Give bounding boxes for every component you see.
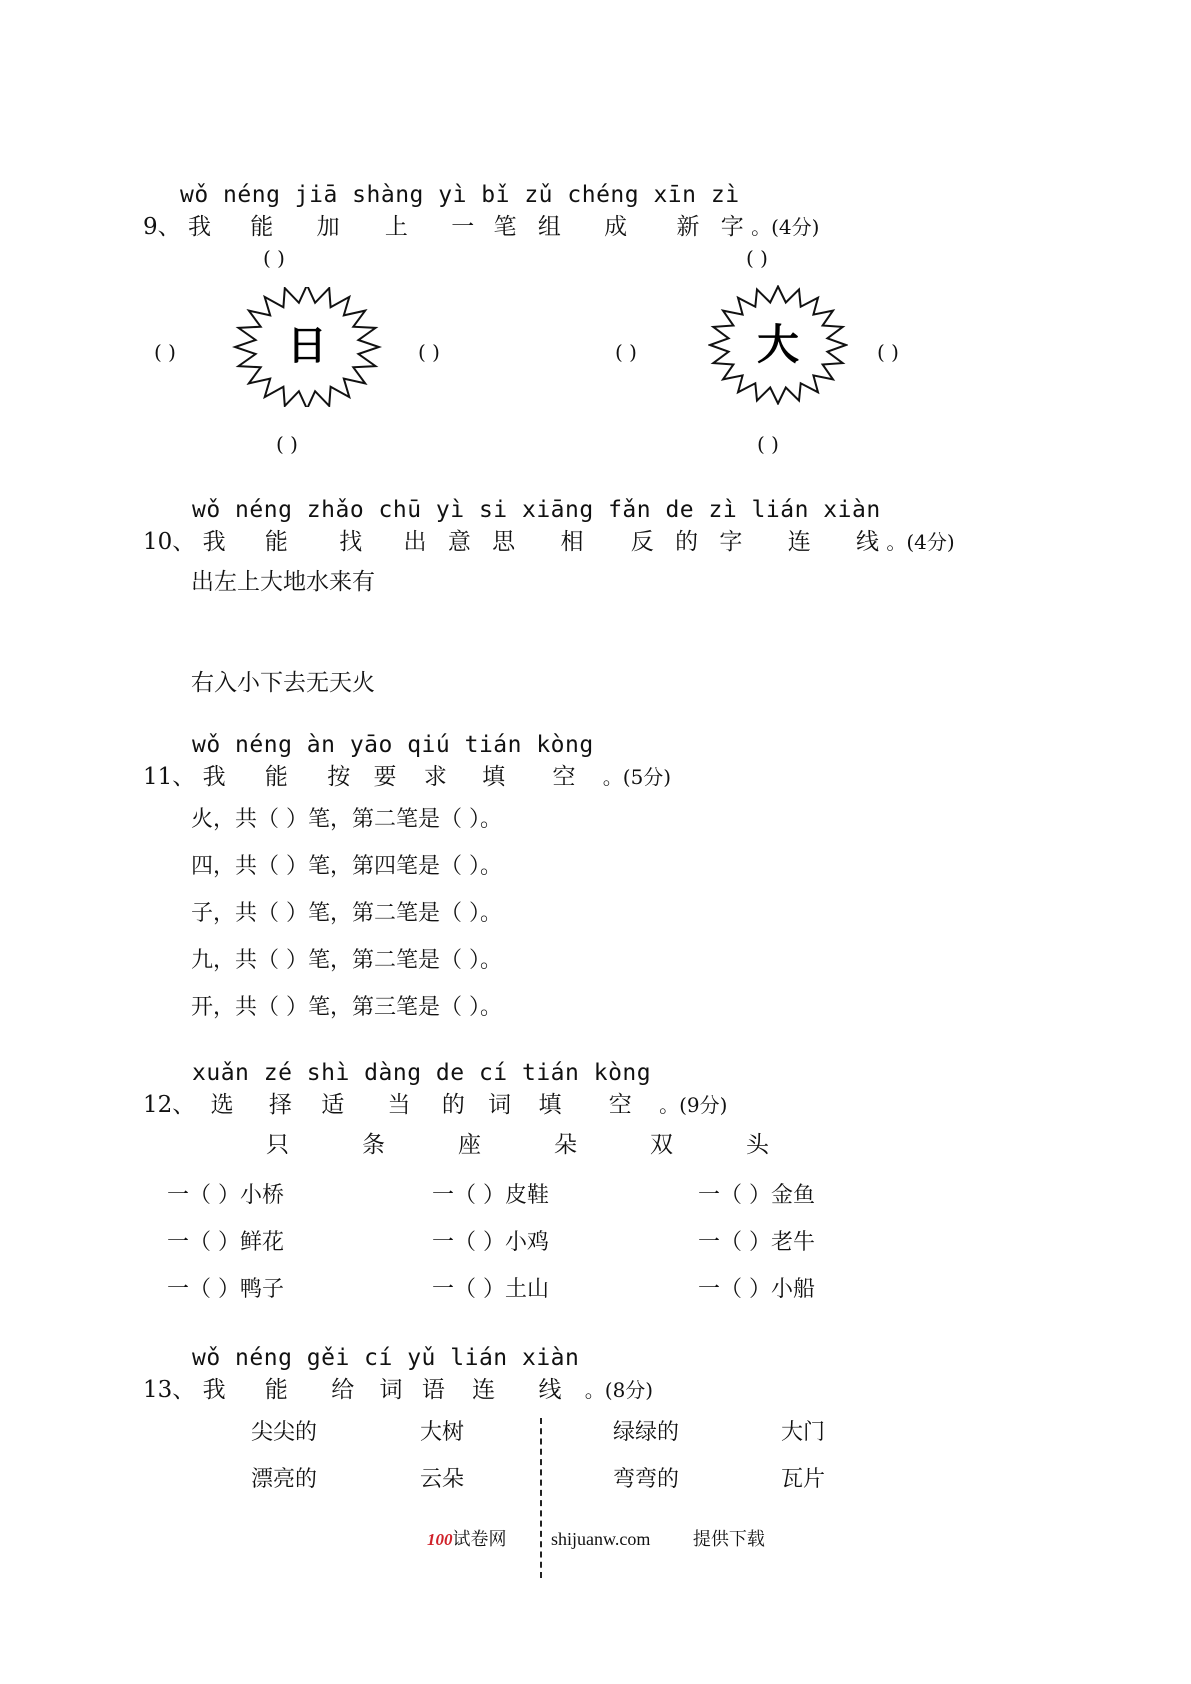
q10-row-bottom — [191, 664, 375, 697]
match-word[interactable]: 漂亮的 — [251, 1467, 318, 1492]
q10-title: 10、 我 能 找 出 意 思 相 反 的 字 连 线 。(4分) — [143, 523, 955, 556]
q10-char[interactable]: 天 — [329, 670, 352, 696]
q10-number: 10、 — [143, 529, 196, 555]
stroke-count-blank[interactable]: ，共（ ）笔， — [213, 901, 353, 926]
logo-text: 试卷网 — [452, 1529, 507, 1549]
footer-note: 提供下载 — [692, 1529, 765, 1549]
q12-item: 一（ ）皮鞋 — [432, 1183, 550, 1208]
q9-number: 9、 — [143, 214, 181, 240]
stroke-count-blank[interactable]: ，共（ ）笔， — [213, 854, 353, 879]
q9-blank-left-2[interactable]: ( ) — [615, 340, 637, 364]
q10-char[interactable]: 火 — [352, 670, 375, 696]
sun-burst-2 — [708, 285, 848, 405]
q9-blank-top-2[interactable]: ( ) — [746, 246, 768, 270]
match-word[interactable]: 绿绿的 — [613, 1420, 680, 1445]
site-logo: 100 — [427, 1530, 453, 1549]
q12-number: 12、 — [143, 1092, 196, 1118]
q12-item: 一（ ）土山 — [432, 1277, 550, 1302]
q12-item: 一（ ）小桥 — [167, 1183, 285, 1208]
q11-number: 11、 — [143, 764, 196, 790]
divider-dashed — [540, 1418, 542, 1578]
match-word[interactable]: 尖尖的 — [251, 1420, 318, 1445]
match-word[interactable]: 云朵 — [420, 1467, 465, 1492]
q10-char[interactable]: 出 — [191, 569, 214, 595]
q10-char[interactable]: 右 — [191, 670, 214, 696]
stroke-ask-blank[interactable]: 第四笔是（ ）。 — [352, 854, 503, 879]
measure-blank[interactable]: 一（ ） — [432, 1230, 505, 1255]
q12-item: 一（ ）老牛 — [698, 1230, 816, 1255]
measure-blank[interactable]: 一（ ） — [698, 1183, 771, 1208]
site-url[interactable]: shijuanw.com — [551, 1529, 651, 1549]
stroke-count-blank[interactable]: ，共（ ）笔， — [213, 948, 353, 973]
q13-right-words-a — [613, 1409, 679, 1503]
q9-title: 9、 我 能 加 上 一 笔 组 成 新 字 。(4分) — [143, 208, 819, 241]
q13-right-words-b — [781, 1409, 825, 1503]
q10-char[interactable]: 入 — [214, 670, 237, 696]
q12-word-bank — [266, 1126, 769, 1159]
q9-blank-top-1[interactable]: ( ) — [263, 246, 285, 270]
q10-row-top — [191, 563, 375, 596]
measure-blank[interactable]: 一（ ） — [432, 1277, 505, 1302]
q10-char[interactable]: 水 — [306, 569, 329, 595]
q11-item: 火，共（ ）笔，第二笔是（ ）。 — [191, 807, 503, 832]
sun-char-1: 日 — [287, 322, 327, 369]
q12-item: 一（ ）鲜花 — [167, 1230, 285, 1255]
sun-burst-1 — [232, 287, 382, 407]
q10-char[interactable]: 上 — [237, 569, 260, 595]
q9-blank-bottom-2[interactable]: ( ) — [757, 432, 779, 456]
measure-blank[interactable]: 一（ ） — [698, 1230, 771, 1255]
q11-list — [191, 796, 502, 1031]
q13-title: 13、 我 能 给 词 语 连 线 。(8分) — [143, 1371, 653, 1404]
stroke-ask-blank[interactable]: 第二笔是（ ）。 — [352, 807, 503, 832]
q11-item: 开，共（ ）笔，第三笔是（ ）。 — [191, 995, 503, 1020]
q13-left-words-b — [420, 1409, 464, 1503]
measure-word: 只 — [266, 1132, 289, 1158]
q13-left-words-a — [251, 1409, 317, 1503]
stroke-count-blank[interactable]: ，共（ ）笔， — [213, 807, 353, 832]
q11-title: 11、 我 能 按 要 求 填 空 。(5分) — [143, 758, 671, 791]
q12-column-2 — [432, 1172, 549, 1313]
measure-word: 朵 — [554, 1132, 577, 1158]
q10-char[interactable]: 小 — [237, 670, 260, 696]
q9-blank-bottom-1[interactable]: ( ) — [276, 432, 298, 456]
stroke-ask-blank[interactable]: 第二笔是（ ）。 — [352, 901, 503, 926]
measure-blank[interactable]: 一（ ） — [167, 1183, 240, 1208]
q12-column-1 — [167, 1172, 284, 1313]
q12-item: 一（ ）小鸡 — [432, 1230, 550, 1255]
q12-item: 一（ ）金鱼 — [698, 1183, 816, 1208]
measure-blank[interactable]: 一（ ） — [432, 1183, 505, 1208]
q11-pinyin: wǒ néng àn yāo qiú tián kòng — [192, 732, 594, 758]
measure-word: 座 — [458, 1132, 481, 1158]
measure-word: 条 — [362, 1132, 385, 1158]
measure-blank[interactable]: 一（ ） — [167, 1230, 240, 1255]
q10-pinyin: wǒ néng zhǎo chū yì si xiāng fǎn de zì lián xiàn — [192, 497, 881, 523]
stroke-count-blank[interactable]: ，共（ ）笔， — [213, 995, 353, 1020]
measure-blank[interactable]: 一（ ） — [698, 1277, 771, 1302]
measure-blank[interactable]: 一（ ） — [167, 1277, 240, 1302]
match-word[interactable]: 大门 — [781, 1420, 826, 1445]
q13-number: 13、 — [143, 1377, 196, 1403]
measure-word: 双 — [650, 1132, 673, 1158]
q9-pinyin: wǒ néng jiā shàng yì bǐ zǔ chéng xīn zì — [180, 182, 740, 208]
q12-column-3 — [698, 1172, 815, 1313]
match-word[interactable]: 大树 — [420, 1420, 465, 1445]
match-word[interactable]: 弯弯的 — [613, 1467, 680, 1492]
q10-char[interactable]: 左 — [214, 569, 237, 595]
q13-pinyin: wǒ néng gěi cí yǔ lián xiàn — [192, 1345, 580, 1371]
q9-blank-right-1[interactable]: ( ) — [418, 340, 440, 364]
q9-blank-right-2[interactable]: ( ) — [877, 340, 899, 364]
q10-char[interactable]: 来 — [329, 569, 352, 595]
q10-char[interactable]: 大 — [260, 569, 283, 595]
q10-char[interactable]: 去 — [283, 670, 306, 696]
q12-pinyin: xuǎn zé shì dàng de cí tián kòng — [192, 1060, 652, 1086]
q11-item: 九，共（ ）笔，第二笔是（ ）。 — [191, 948, 503, 973]
q10-char[interactable]: 有 — [352, 569, 375, 595]
q10-char[interactable]: 地 — [283, 569, 306, 595]
q12-item: 一（ ）鸭子 — [167, 1277, 285, 1302]
q12-item: 一（ ）小船 — [698, 1277, 816, 1302]
match-word[interactable]: 瓦片 — [781, 1467, 826, 1492]
measure-word: 头 — [746, 1132, 769, 1158]
sun-char-2: 大 — [756, 320, 800, 369]
q10-char[interactable]: 无 — [306, 670, 329, 696]
stroke-ask-blank[interactable]: 第二笔是（ ）。 — [352, 948, 503, 973]
q9-blank-left-1[interactable]: ( ) — [154, 340, 176, 364]
stroke-ask-blank[interactable]: 第三笔是（ ）。 — [352, 995, 503, 1020]
q11-item: 四，共（ ）笔，第四笔是（ ）。 — [191, 854, 503, 879]
footer — [427, 1525, 765, 1551]
q12-title: 12、 选 择 适 当 的 词 填 空 。(9分) — [143, 1086, 727, 1119]
q11-item: 子，共（ ）笔，第二笔是（ ）。 — [191, 901, 503, 926]
q10-char[interactable]: 下 — [260, 670, 283, 696]
